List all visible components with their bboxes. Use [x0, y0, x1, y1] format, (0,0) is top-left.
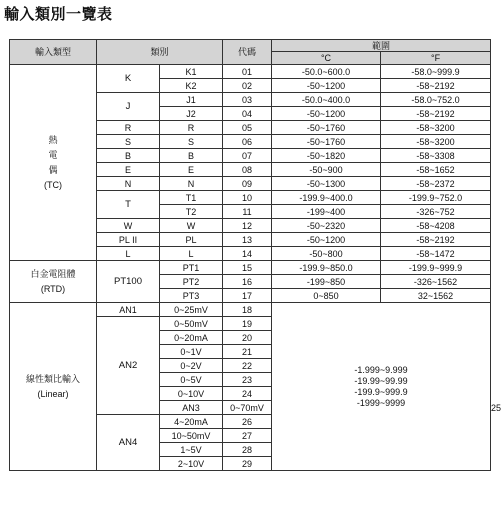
family-an1: AN1 [97, 303, 160, 317]
group-tc [10, 65, 97, 261]
range-fahrenheit: -199.9~752.0 [381, 191, 491, 205]
type-code: 18 [223, 303, 272, 317]
sub-type: PT2 [160, 275, 223, 289]
type-code: 17 [223, 289, 272, 303]
type-code: 22 [223, 359, 272, 373]
type-code: 16 [223, 275, 272, 289]
range-fahrenheit: -326~1562 [381, 275, 491, 289]
sub-type: J1 [160, 93, 223, 107]
range-fahrenheit: -58~3308 [381, 149, 491, 163]
family-an2: AN2 [97, 317, 160, 415]
sub-type: 0~1V [160, 345, 223, 359]
range-celsius: -50~1200 [272, 107, 381, 121]
page-title: 輸入類別一覽表 [4, 5, 113, 23]
group-linear-line: 線性類比輸入 [25, 373, 80, 384]
group-tc-line: 電 [48, 149, 58, 160]
range-fahrenheit: -58~2192 [381, 233, 491, 247]
range-celsius: -199~400 [272, 205, 381, 219]
range-fahrenheit: -326~752 [381, 205, 491, 219]
range-celsius: -199.9~400.0 [272, 191, 381, 205]
sub-type: K2 [160, 79, 223, 93]
group-tc-line: 熱 [48, 134, 58, 145]
family-t: T [97, 191, 160, 219]
range-fahrenheit: -58~3200 [381, 135, 491, 149]
header-code: 代碼 [223, 40, 272, 65]
sub-type: 1~5V [160, 443, 223, 457]
range-fahrenheit: -199.9~999.9 [381, 261, 491, 275]
type-code: 23 [223, 373, 272, 387]
family-b: B [97, 149, 160, 163]
range-celsius: -50~1300 [272, 177, 381, 191]
type-code: 03 [223, 93, 272, 107]
family-pl: PL II [97, 233, 160, 247]
group-rtd [10, 261, 97, 303]
type-code: 05 [223, 121, 272, 135]
range-celsius: -50~1200 [272, 79, 381, 93]
type-code: 15 [223, 261, 272, 275]
sub-type: 0~70mV [223, 401, 272, 415]
family-j: J [97, 93, 160, 121]
type-code: 19 [223, 317, 272, 331]
linear-range-line: -199.9~999.9 [354, 386, 408, 397]
range-fahrenheit: -58~1652 [381, 163, 491, 177]
sub-type: L [160, 247, 223, 261]
type-code: 08 [223, 163, 272, 177]
type-code: 26 [223, 415, 272, 429]
family-pt100: PT100 [97, 261, 160, 303]
family-e: E [97, 163, 160, 177]
type-code: 07 [223, 149, 272, 163]
sub-type: PT1 [160, 261, 223, 275]
range-fahrenheit: -58~1472 [381, 247, 491, 261]
group-linear [10, 303, 97, 471]
range-fahrenheit: -58~3200 [381, 121, 491, 135]
header-unit-celsius: °C [272, 52, 381, 65]
family-l: L [97, 247, 160, 261]
type-code: 24 [223, 387, 272, 401]
table-row: AN3 0~70mV 25 [10, 401, 491, 415]
type-code: 20 [223, 331, 272, 345]
type-code: 01 [223, 65, 272, 79]
type-code: 06 [223, 135, 272, 149]
table-row [10, 65, 491, 79]
range-fahrenheit: -58.0~999.9 [381, 65, 491, 79]
family-r: R [97, 121, 160, 135]
sub-type: S [160, 135, 223, 149]
header-category: 類別 [97, 40, 223, 65]
linear-range-line: -1.999~9.999 [354, 364, 408, 375]
range-fahrenheit: -58~4208 [381, 219, 491, 233]
type-code: 27 [223, 429, 272, 443]
range-celsius: -50~1760 [272, 121, 381, 135]
range-fahrenheit: -58~2192 [381, 107, 491, 121]
sub-type: 0~50mV [160, 317, 223, 331]
range-fahrenheit: 32~1562 [381, 289, 491, 303]
type-code: 29 [223, 457, 272, 471]
family-s: S [97, 135, 160, 149]
type-code: 02 [223, 79, 272, 93]
header-range: 範圍 [272, 40, 491, 52]
range-celsius: -199.9~850.0 [272, 261, 381, 275]
sub-type: PT3 [160, 289, 223, 303]
sub-type: J2 [160, 107, 223, 121]
range-celsius: -50~1820 [272, 149, 381, 163]
range-celsius: -50.0~600.0 [272, 65, 381, 79]
family-an3: AN3 [160, 401, 223, 415]
sub-type: T2 [160, 205, 223, 219]
sub-type: 10~50mV [160, 429, 223, 443]
range-fahrenheit: -58~2372 [381, 177, 491, 191]
sub-type: T1 [160, 191, 223, 205]
type-code: 11 [223, 205, 272, 219]
table-row [10, 261, 491, 275]
sub-type: K1 [160, 65, 223, 79]
sub-type: E [160, 163, 223, 177]
group-tc-line: 偶 [48, 164, 58, 175]
family-n: N [97, 177, 160, 191]
header-unit-fahrenheit: °F [381, 52, 491, 65]
sub-type: 4~20mA [160, 415, 223, 429]
table-row [10, 303, 491, 317]
group-rtd-line: (RTD) [40, 283, 66, 294]
range-celsius: -50~1200 [272, 233, 381, 247]
sub-type: N [160, 177, 223, 191]
sub-type: B [160, 149, 223, 163]
linear-range-line: -1999~9999 [356, 397, 406, 408]
sub-type: 0~5V [160, 373, 223, 387]
sub-type: PL [160, 233, 223, 247]
family-an4: AN4 [97, 415, 160, 471]
type-code: 12 [223, 219, 272, 233]
header-input-type: 輸入類型 [10, 40, 97, 65]
type-code: 14 [223, 247, 272, 261]
type-code: 13 [223, 233, 272, 247]
range-fahrenheit: -58.0~752.0 [381, 93, 491, 107]
group-rtd-line: 白金電阻體 [30, 268, 76, 279]
type-code: 09 [223, 177, 272, 191]
group-tc-line: (TC) [44, 179, 62, 190]
sub-type: 0~20mA [160, 331, 223, 345]
family-k: K [97, 65, 160, 93]
range-celsius: 0~850 [272, 289, 381, 303]
sub-type: 0~10V [160, 387, 223, 401]
type-code: 10 [223, 191, 272, 205]
family-w: W [97, 219, 160, 233]
range-celsius: -50~900 [272, 163, 381, 177]
sub-type: 0~25mV [160, 303, 223, 317]
sub-type: 0~2V [160, 359, 223, 373]
sub-type: R [160, 121, 223, 135]
sub-type: 2~10V [160, 457, 223, 471]
header-row-1 [10, 40, 491, 52]
range-celsius: -50.0~400.0 [272, 93, 381, 107]
linear-range [272, 303, 491, 471]
range-celsius: -199~850 [272, 275, 381, 289]
type-code: 28 [223, 443, 272, 457]
type-code: 21 [223, 345, 272, 359]
type-code: 04 [223, 107, 272, 121]
group-linear-line: (Linear) [37, 388, 69, 399]
linear-range-line: -19.99~99.99 [354, 375, 408, 386]
sub-type: W [160, 219, 223, 233]
input-type-table [9, 39, 501, 471]
range-celsius: -50~800 [272, 247, 381, 261]
range-fahrenheit: -58~2192 [381, 79, 491, 93]
range-celsius: -50~1760 [272, 135, 381, 149]
range-celsius: -50~2320 [272, 219, 381, 233]
